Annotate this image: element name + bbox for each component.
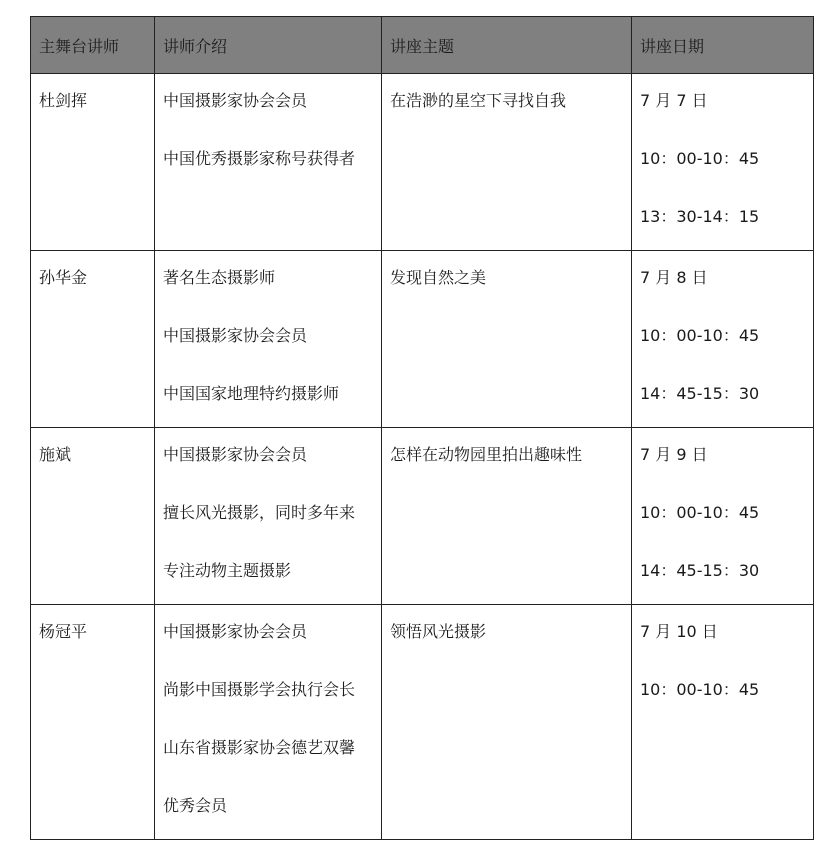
- lecturer-cell: [31, 428, 155, 605]
- lecture-topic: 领悟风光摄影: [390, 622, 487, 641]
- time-line: 10：00-10：45: [640, 149, 760, 168]
- lecture-topic: 怎样在动物园里拍出趣味性: [390, 445, 583, 464]
- time-line: 10：00-10：45: [640, 503, 760, 522]
- intro-line: 专注动物主题摄影: [163, 561, 292, 580]
- date-line: 7 月 7 日: [640, 91, 708, 110]
- topic-cell: [382, 605, 632, 840]
- table-header: [31, 17, 814, 74]
- time-line: 14：45-15：30: [640, 561, 760, 580]
- lecturer-cell: [31, 74, 155, 251]
- intro-line: 优秀会员: [163, 796, 228, 815]
- intro-line: 中国摄影家协会会员: [163, 326, 308, 345]
- intro-line: 中国国家地理特约摄影师: [163, 384, 340, 403]
- date-line: 7 月 8 日: [640, 268, 708, 287]
- header-lecturer: 主舞台讲师: [31, 17, 155, 74]
- lecturer-name: 杜剑挥: [39, 91, 88, 110]
- lecturer-name: 施斌: [39, 445, 72, 464]
- time-line: 10：00-10：45: [640, 680, 760, 699]
- date-line: 7 月 10 日: [640, 622, 718, 641]
- date-cell: [632, 605, 814, 840]
- lecture-topic: 在浩渺的星空下寻找自我: [390, 91, 567, 110]
- table-body: [31, 74, 814, 840]
- lecture-schedule-table: [30, 16, 814, 840]
- date-cell: [632, 428, 814, 605]
- intro-cell: [155, 74, 382, 251]
- intro-cell: [155, 428, 382, 605]
- intro-line: 中国摄影家协会会员: [163, 91, 308, 110]
- intro-cell: [155, 251, 382, 428]
- table-row: [31, 605, 814, 840]
- lecturer-cell: [31, 251, 155, 428]
- intro-line: 尚影中国摄影学会执行会长: [163, 680, 356, 699]
- intro-line: 山东省摄影家协会德艺双馨: [163, 738, 356, 757]
- date-cell: [632, 251, 814, 428]
- table-row: [31, 251, 814, 428]
- time-line: 10：00-10：45: [640, 326, 760, 345]
- lecturer-name: 杨冠平: [39, 622, 88, 641]
- header-topic: 讲座主题: [382, 17, 632, 74]
- time-line: 13：30-14：15: [640, 207, 760, 226]
- intro-line: 中国摄影家协会会员: [163, 622, 308, 641]
- intro-line: 中国摄影家协会会员: [163, 445, 308, 464]
- topic-cell: [382, 74, 632, 251]
- lecture-topic: 发现自然之美: [390, 268, 487, 287]
- header-introduction: 讲师介绍: [155, 17, 382, 74]
- date-line: 7 月 9 日: [640, 445, 708, 464]
- date-cell: [632, 74, 814, 251]
- table-row: [31, 74, 814, 251]
- intro-line: 中国优秀摄影家称号获得者: [163, 149, 356, 168]
- topic-cell: [382, 251, 632, 428]
- header-date: 讲座日期: [632, 17, 814, 74]
- intro-line: 擅长风光摄影，同时多年来: [163, 503, 356, 522]
- intro-line: 著名生态摄影师: [163, 268, 276, 287]
- lecturer-name: 孙华金: [39, 268, 88, 287]
- header-row: [31, 17, 814, 74]
- lecturer-cell: [31, 605, 155, 840]
- intro-cell: [155, 605, 382, 840]
- topic-cell: [382, 428, 632, 605]
- time-line: 14：45-15：30: [640, 384, 760, 403]
- table-row: [31, 428, 814, 605]
